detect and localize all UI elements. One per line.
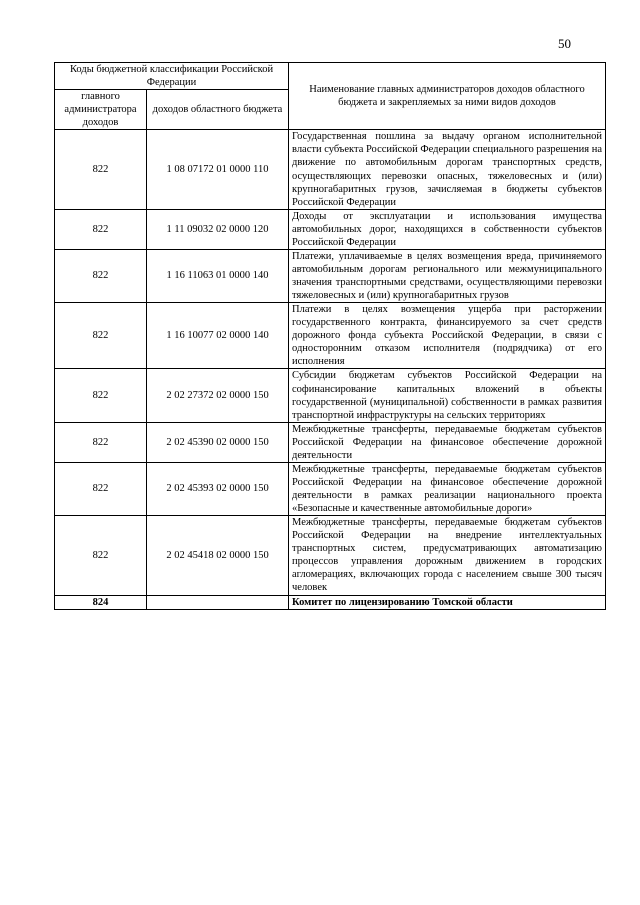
income-name-cell: Межбюджетные трансферты, передаваемые бюджетам субъектов Российской Федерации на внедрение интеллектуальных транспортных систем, предусматривающих автоматизацию процессов управления дорожным движением в городских агломерациях, включающих города с населением свыше 300 тысяч человек xyxy=(289,516,606,595)
admin-code-cell: 822 xyxy=(55,516,147,595)
admin-code-cell: 824 xyxy=(55,595,147,609)
income-name-cell: Государственная пошлина за выдачу органом исполнительной власти субъекта Российской Федерации специального разрешения на движение по автомобильным дорогам транспортных средств, осуществляющих перевозки опасных, тяжеловесных и (или) крупногабаритных грузов, зачисляемая в бюджеты субъектов Российской Федерации xyxy=(289,130,606,209)
table-row xyxy=(55,130,606,209)
table-header-row-1 xyxy=(55,63,606,90)
income-name-cell: Межбюджетные трансферты, передаваемые бюджетам субъектов Российской Федерации на финансовое обеспечение дорожной деятельности в рамках реализации национального проекта «Безопасные и качественные автомобильные дороги» xyxy=(289,462,606,515)
income-name-cell: Платежи в целях возмещения ущерба при расторжении государственного контракта, финансируемого за счет средств дорожного фонда субъекта Российской Федерации, в связи с односторонним отказом исполнителя (подрядчика) от его исполнения xyxy=(289,303,606,369)
header-admin-code: главного администратора доходов xyxy=(55,90,147,130)
admin-code-cell: 822 xyxy=(55,369,147,422)
table-row xyxy=(55,369,606,422)
table-row xyxy=(55,303,606,369)
income-code-cell: 1 16 10077 02 0000 140 xyxy=(147,303,289,369)
income-code-cell: 2 02 27372 02 0000 150 xyxy=(147,369,289,422)
admin-code-cell: 822 xyxy=(55,303,147,369)
page-number: 50 xyxy=(558,36,571,51)
administrator-name-cell: Комитет по лицензированию Томской области xyxy=(289,595,606,609)
income-name-cell: Субсидии бюджетам субъектов Российской Федерации на софинансирование капитальных вложений в объекты государственной (муниципальной) собственности в рамках развития транспортной инфраструктуры на сельских территориях xyxy=(289,369,606,422)
income-code-cell: 1 11 09032 02 0000 120 xyxy=(147,209,289,249)
admin-code-cell: 822 xyxy=(55,462,147,515)
income-name-cell: Платежи, уплачиваемые в целях возмещения вреда, причиняемого автомобильным дорогам регионального или межмуниципального значения транспортными средствами, осуществляющими перевозки тяжеловесных и (или) крупногабаритных грузов xyxy=(289,249,606,302)
table-row xyxy=(55,422,606,462)
income-code-cell xyxy=(147,595,289,609)
header-codes-group: Коды бюджетной классификации Российской Федерации xyxy=(55,63,289,90)
income-code-cell: 2 02 45418 02 0000 150 xyxy=(147,516,289,595)
table-row xyxy=(55,209,606,249)
income-code-cell: 2 02 45393 02 0000 150 xyxy=(147,462,289,515)
income-name-cell: Межбюджетные трансферты, передаваемые бюджетам субъектов Российской Федерации на финансовое обеспечение дорожной деятельности xyxy=(289,422,606,462)
table-row-administrator xyxy=(55,595,606,609)
income-code-cell: 1 08 07172 01 0000 110 xyxy=(147,130,289,209)
income-code-cell: 1 16 11063 01 0000 140 xyxy=(147,249,289,302)
table-row xyxy=(55,516,606,595)
budget-classification-table xyxy=(54,62,606,610)
table-row xyxy=(55,462,606,515)
header-name: Наименование главных администраторов доходов областного бюджета и закрепляемых за ними видов доходов xyxy=(289,63,606,130)
income-code-cell: 2 02 45390 02 0000 150 xyxy=(147,422,289,462)
admin-code-cell: 822 xyxy=(55,422,147,462)
admin-code-cell: 822 xyxy=(55,130,147,209)
admin-code-cell: 822 xyxy=(55,249,147,302)
table-row xyxy=(55,249,606,302)
admin-code-cell: 822 xyxy=(55,209,147,249)
income-name-cell: Доходы от эксплуатации и использования имущества автомобильных дорог, находящихся в собственности субъектов Российской Федерации xyxy=(289,209,606,249)
header-income-code: доходов областного бюджета xyxy=(147,90,289,130)
